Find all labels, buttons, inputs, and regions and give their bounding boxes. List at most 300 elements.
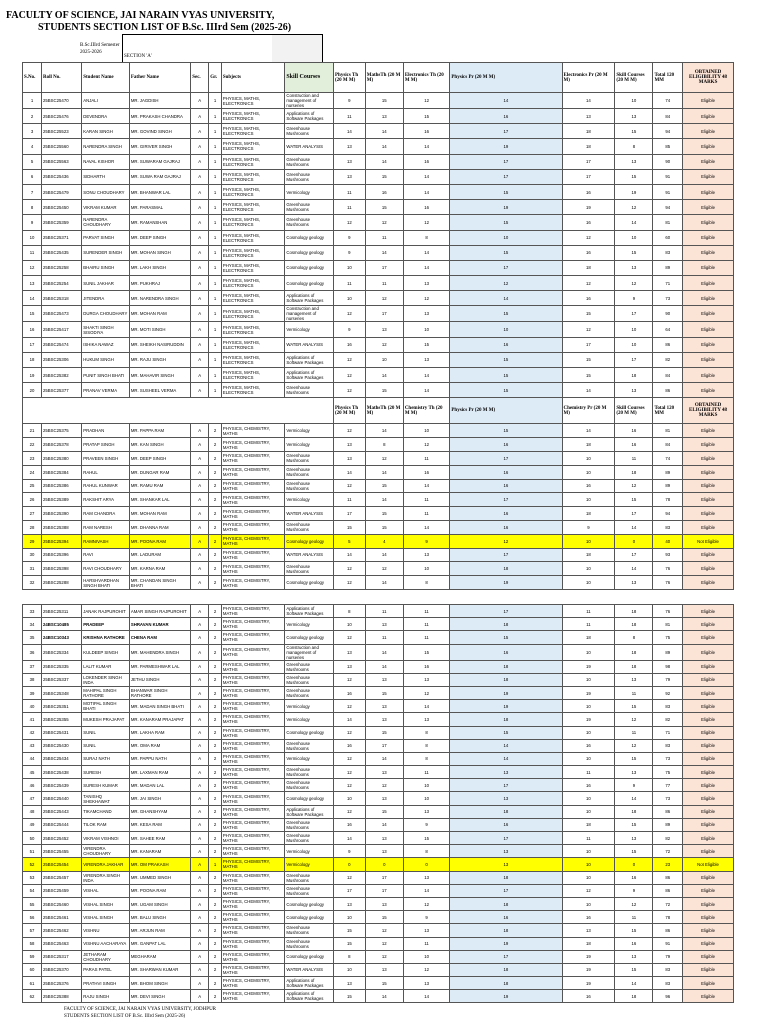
physics-pr-cell: 19 [450,139,562,154]
father-name-cell: MR. SUSHEEL VERMA [129,383,190,398]
roll-cell: 25BSC25523 [42,124,82,139]
father-name-cell: MR. PARMESHWAR LAL [129,660,190,673]
total-cell: 40 [653,534,683,548]
col-total: Total 120 MM [653,63,683,93]
roll-cell: 24BSC10485 [42,618,82,631]
physics-th-cell: 12 [334,368,366,383]
physics-pr-cell: 17 [450,884,562,897]
group-cell: 2 [209,950,222,963]
skill-marks-cell: 13 [615,154,653,169]
third-pr-cell: 11 [562,766,615,779]
roll-cell: 25BSC25386 [42,479,82,493]
total-cell: 73 [653,792,683,805]
col-phys-pr: Physics Pr (20 M M) [450,63,562,93]
third-pr-cell: 18 [562,139,615,154]
roll-cell: 25BSC25396 [42,548,82,562]
third-pr-cell: 11 [562,605,615,618]
total-cell: 79 [653,950,683,963]
maths-th-cell: 15 [365,200,403,215]
roll-cell: 25BSC25311 [42,605,82,618]
third-pr-cell: 16 [562,911,615,924]
total-cell: 82 [653,352,683,367]
student-name-cell: PRATAP SINGH [82,438,130,452]
skill-marks-cell: 13 [615,383,653,398]
student-name-cell: RAJU SINGH [82,990,130,1003]
maths-th-cell: 15 [365,686,403,699]
skill-marks-cell: 8 [615,631,653,644]
group-cell: 2 [209,700,222,713]
maths-th-cell: 17 [365,871,403,884]
group-cell: 2 [209,424,222,438]
subjects-cell: PHYSICS, CHEMISTRY, MATHS [221,779,284,792]
sec-cell: A [191,618,209,631]
total-cell: 86 [653,924,683,937]
physics-pr-cell: 10 [450,322,562,337]
student-name-cell: SONU CHOUDHARY [82,184,130,199]
table-row [23,548,734,562]
skill-marks-cell: 18 [615,368,653,383]
subjects-cell: PHYSICS, CHEMISTRY, MATHS [221,990,284,1003]
col-elec-th: Electronics Th (20 M M) [403,63,450,93]
subjects-cell: PHYSICS, CHEMISTRY, MATHS [221,950,284,963]
third-th-cell: 11 [403,451,450,465]
table-row [23,700,734,713]
maths-th-cell: 17 [365,884,403,897]
sno-cell: 24 [23,465,42,479]
maths-th-cell: 15 [365,507,403,521]
maths-th-cell: 12 [365,337,403,352]
roll-cell: 25BSC25439 [42,779,82,792]
roll-cell: 25BSC25473 [42,306,82,322]
roll-cell: 25BSC25389 [42,493,82,507]
subjects-cell: PHYSICS, CHEMISTRY, MATHS [221,845,284,858]
father-name-cell: MR. PAPPU NATH [129,752,190,765]
third-pr-cell: 18 [562,438,615,452]
physics-th-cell: 14 [334,713,366,726]
physics-th-cell: 11 [334,109,366,124]
col-student: Student Name [82,63,130,93]
col2-skill-courses: Skill Courses (20 M M) [615,398,653,424]
physics-pr-cell: 18 [450,713,562,726]
skill-course-cell: WATER ANALYSIS [285,963,334,976]
maths-th-cell: 14 [365,818,403,831]
subjects-cell: PHYSICS, CHEMISTRY, MATHS [221,937,284,950]
student-name-cell: HUKUM SINGH [82,352,130,367]
sec-cell: A [191,700,209,713]
sec-cell: A [191,479,209,493]
group-cell: 2 [209,631,222,644]
father-name-cell: MR. POONA RAM [129,534,190,548]
table-row [23,507,734,521]
skill-marks-cell: 9 [615,291,653,306]
maths-th-cell: 12 [365,924,403,937]
physics-th-cell: 15 [334,924,366,937]
student-name-cell: RAHUL KUNWAR [82,479,130,493]
sec-cell: A [191,884,209,897]
physics-pr-cell: 19 [450,700,562,713]
sno-cell: 28 [23,520,42,534]
skill-course-cell: Greenhouse Mushrooms [285,465,334,479]
table-row [23,911,734,924]
table-row [23,752,734,765]
subjects-cell: PHYSICS, MATHS, ELECTRONICS [221,200,284,215]
sno-cell: 31 [23,562,42,576]
sec-cell: A [191,424,209,438]
skill-course-cell: Cosmology geology [285,260,334,275]
sec-cell: A [191,124,209,139]
total-cell: 89 [653,465,683,479]
father-name-cell: MR. LAKH SINGH [129,260,190,275]
physics-th-cell: 10 [334,792,366,805]
eligibility-cell: Eligible [683,337,734,352]
student-name-cell: SUNIL [82,726,130,739]
roll-cell: 25BSC25434 [42,752,82,765]
group-cell: 2 [209,977,222,990]
third-pr-cell: 10 [562,644,615,660]
maths-th-cell: 13 [365,832,403,845]
physics-th-cell: 16 [334,739,366,752]
sno-cell: 55 [23,897,42,910]
col-skill: Skill Courses [285,63,334,93]
sno-cell: 40 [23,700,42,713]
table-row [23,897,734,910]
father-name-cell: MR. PRAKASH CHANDRA [129,109,190,124]
third-th-cell: 12 [403,897,450,910]
sno-cell: 47 [23,792,42,805]
third-th-cell: 9 [403,911,450,924]
table-row [23,845,734,858]
physics-pr-cell: 16 [450,337,562,352]
skill-course-cell: Vermicology [285,438,334,452]
total-cell: 82 [653,713,683,726]
third-pr-cell: 10 [562,576,615,590]
third-th-cell: 10 [403,792,450,805]
total-cell: 74 [653,93,683,109]
subjects-cell: PHYSICS, MATHS, ELECTRONICS [221,245,284,260]
table-row [23,245,734,260]
eligibility-cell: Not Eligible [683,858,734,871]
subjects-cell: PHYSICS, CHEMISTRY, MATHS [221,766,284,779]
father-name-cell: AMAR SINGH RAJPUROHIT [129,605,190,618]
sec-cell: A [191,493,209,507]
total-cell: 89 [653,644,683,660]
physics-th-cell: 10 [334,260,366,275]
skill-marks-cell: 10 [615,93,653,109]
sec-cell: A [191,276,209,291]
table-row [23,230,734,245]
skill-marks-cell: 15 [615,845,653,858]
sec-cell: A [191,230,209,245]
student-name-cell: VISHAL SINGH [82,897,130,910]
eligibility-cell: Eligible [683,306,734,322]
skill-marks-cell: 18 [615,660,653,673]
physics-pr-cell: 16 [450,644,562,660]
table-row [23,438,734,452]
maths-th-cell: 12 [365,562,403,576]
roll-cell: 25BSC25450 [42,200,82,215]
father-name-cell: MR. MADAN LAL [129,779,190,792]
eligibility-cell: Eligible [683,576,734,590]
physics-pr-cell: 17 [450,451,562,465]
physics-pr-cell: 19 [450,200,562,215]
third-th-cell: 13 [403,713,450,726]
skill-marks-cell: 17 [615,548,653,562]
total-cell: 86 [653,871,683,884]
footer-line-2: STUDENTS SECTION LIST OF B.Sc. IIIrd Sem (2025-26) [64,1014,186,1019]
table-row [23,306,734,322]
subjects-cell: PHYSICS, CHEMISTRY, MATHS [221,726,284,739]
skill-course-cell: Cosmology geology [285,230,334,245]
physics-pr-cell: 17 [450,260,562,275]
father-name-cell: MR. MAHENDRA SINGH [129,644,190,660]
sec-cell: A [191,924,209,937]
subjects-cell: PHYSICS, MATHS, ELECTRONICS [221,215,284,230]
third-th-cell: 9 [403,534,450,548]
skill-marks-cell: 16 [615,424,653,438]
roll-cell: 25BSC25470 [42,93,82,109]
physics-th-cell: 12 [334,673,366,686]
third-pr-cell: 18 [562,260,615,275]
third-th-cell: 13 [403,805,450,818]
third-th-cell: 16 [403,465,450,479]
third-pr-cell: 16 [562,215,615,230]
sec-cell: A [191,139,209,154]
student-name-cell: VIKRAM KUMAR [82,200,130,215]
student-name-cell: HARSHVARDHAN SINGH BHATI [82,576,130,590]
total-cell: 83 [653,520,683,534]
table-row [23,990,734,1003]
skill-marks-cell: 14 [615,215,653,230]
table-row [23,184,734,199]
subjects-cell: PHYSICS, CHEMISTRY, MATHS [221,924,284,937]
sno-cell: 59 [23,950,42,963]
third-th-cell: 8 [403,845,450,858]
table-row [23,631,734,644]
skill-marks-cell: 12 [615,479,653,493]
student-name-cell: PRAVEEN SINGH [82,451,130,465]
total-cell: 90 [653,306,683,322]
student-name-cell: BHAIRU SINGH [82,260,130,275]
third-th-cell: 13 [403,673,450,686]
sec-cell: A [191,792,209,805]
skill-course-cell: Greenhouse Mushrooms [285,937,334,950]
sec-cell: A [191,109,209,124]
group-cell: 2 [209,726,222,739]
eligibility-cell: Eligible [683,260,734,275]
roll-cell: 25BSC25417 [42,322,82,337]
maths-th-cell: 11 [365,276,403,291]
student-name-cell: VIRENDRA JAKHAR [82,858,130,871]
third-th-cell: 11 [403,507,450,521]
third-pr-cell: 15 [562,368,615,383]
subjects-cell: PHYSICS, MATHS, ELECTRONICS [221,184,284,199]
physics-th-cell: 5 [334,534,366,548]
subjects-cell: PHYSICS, CHEMISTRY, MATHS [221,534,284,548]
maths-th-cell: 13 [365,713,403,726]
roll-cell: 25BSC25388 [42,520,82,534]
physics-th-cell: 14 [334,548,366,562]
table-row [23,818,734,831]
skill-course-cell: Greenhouse Mushrooms [285,686,334,699]
skill-course-cell: Vermicology [285,322,334,337]
third-pr-cell: 10 [562,673,615,686]
sec-cell: A [191,631,209,644]
skill-course-cell: Vermicology [285,752,334,765]
skill-marks-cell: 19 [615,184,653,199]
skill-marks-cell: 12 [615,276,653,291]
total-cell: 86 [653,884,683,897]
third-th-cell: 16 [403,200,450,215]
group-cell: 2 [209,673,222,686]
eligibility-cell: Eligible [683,686,734,699]
eligibility-cell: Eligible [683,792,734,805]
physics-pr-cell: 17 [450,493,562,507]
group-cell: 2 [209,713,222,726]
student-name-cell: LALIT KUMAR [82,660,130,673]
sno-cell: 1 [23,93,42,109]
third-th-cell: 14 [403,990,450,1003]
third-th-cell: 10 [403,950,450,963]
third-th-cell: 14 [403,383,450,398]
father-name-cell: MR. KESA RAM [129,818,190,831]
total-cell: 83 [653,245,683,260]
total-cell: 71 [653,726,683,739]
physics-pr-cell: 15 [450,184,562,199]
physics-th-cell: 13 [334,644,366,660]
third-pr-cell: 10 [562,700,615,713]
group-cell: 2 [209,963,222,976]
student-table-part1 [22,62,734,590]
group-cell: 2 [209,660,222,673]
physics-th-cell: 12 [334,805,366,818]
maths-th-cell: 13 [365,700,403,713]
third-pr-cell: 18 [562,507,615,521]
skill-course-cell: Cosmology geology [285,950,334,963]
father-name-cell: MR. CHANDAN SINGH BHATI [129,576,190,590]
third-pr-cell: 18 [562,937,615,950]
skill-marks-cell: 13 [615,673,653,686]
skill-course-cell: Cosmology geology [285,792,334,805]
physics-pr-cell: 16 [450,479,562,493]
group-cell: 1 [209,109,222,124]
header-box-shaded [272,34,323,63]
sno-cell: 52 [23,858,42,871]
father-name-cell: MR. UGAM SINGH [129,897,190,910]
maths-th-cell: 12 [365,779,403,792]
physics-pr-cell: 15 [450,631,562,644]
physics-pr-cell: 17 [450,124,562,139]
student-name-cell: JANAK RAJPUROHIT [82,605,130,618]
table-row [23,713,734,726]
sno-cell: 51 [23,845,42,858]
sec-cell: A [191,871,209,884]
group-cell: 1 [209,139,222,154]
father-name-cell: MR. SHARWAN KUMAR [129,963,190,976]
eligibility-cell: Eligible [683,124,734,139]
student-name-cell: RAVI CHOUDHARY [82,562,130,576]
physics-pr-cell: 16 [450,520,562,534]
roll-cell: 25BSC25376 [42,977,82,990]
physics-th-cell: 13 [334,977,366,990]
physics-th-cell: 12 [334,562,366,576]
third-th-cell: 12 [403,215,450,230]
third-th-cell: 11 [403,937,450,950]
group-cell: 2 [209,507,222,521]
physics-pr-cell: 14 [450,739,562,752]
roll-cell: 25BSC25444 [42,818,82,831]
total-cell: 85 [653,139,683,154]
roll-cell: 25BSC25430 [42,739,82,752]
father-name-cell: MR. KARNA RAM [129,562,190,576]
roll-cell: 25BSC25431 [42,726,82,739]
col2-chem-th: Chemistry Th (20 M M) [403,398,450,424]
skill-marks-cell: 13 [615,950,653,963]
total-cell: 72 [653,845,683,858]
skill-course-cell: WATER ANALYSIS [285,548,334,562]
physics-th-cell: 12 [334,306,366,322]
skill-course-cell: Cosmology geology [285,726,334,739]
student-name-cell: MAHIPAL SINGH RATHORE [82,686,130,699]
roll-cell: 25BSC25460 [42,897,82,910]
subjects-cell: PHYSICS, MATHS, ELECTRONICS [221,139,284,154]
table-row [23,200,734,215]
father-name-cell: MR. BHANWAR LAL [129,184,190,199]
table-row [23,169,734,184]
third-pr-cell: 18 [562,631,615,644]
maths-th-cell: 12 [365,451,403,465]
subheader-row [23,398,734,424]
skill-course-cell: Vermicology [285,184,334,199]
maths-th-cell: 13 [365,963,403,976]
third-th-cell: 16 [403,124,450,139]
table-row [23,673,734,686]
subjects-cell: PHYSICS, CHEMISTRY, MATHS [221,686,284,699]
father-name-cell: MR. NARENDRA SINGH [129,291,190,306]
student-name-cell: JETHARAM CHOUDHARY [82,950,130,963]
total-cell: 71 [653,276,683,291]
third-pr-cell: 16 [562,990,615,1003]
physics-pr-cell: 17 [450,605,562,618]
sno-cell: 57 [23,924,42,937]
third-pr-cell: 19 [562,977,615,990]
table-row [23,766,734,779]
father-name-cell: MR. MOHAN RAM [129,306,190,322]
father-name-cell: MR. SAHEE RAM [129,832,190,845]
table-row [23,520,734,534]
sno-cell: 39 [23,686,42,699]
roll-cell: 25BSC25455 [42,845,82,858]
eligibility-cell: Eligible [683,548,734,562]
sno-cell: 29 [23,534,42,548]
maths-th-cell: 15 [365,911,403,924]
third-pr-cell: 10 [562,726,615,739]
third-th-cell: 13 [403,977,450,990]
maths-th-cell: 12 [365,937,403,950]
physics-pr-cell: 17 [450,832,562,845]
student-name-cell: RAVI [82,548,130,562]
skill-course-cell: Greenhouse Mushrooms [285,479,334,493]
third-th-cell: 10 [403,322,450,337]
physics-th-cell: 9 [334,93,366,109]
skill-marks-cell: 14 [615,520,653,534]
roll-cell: 25BSC25398 [42,562,82,576]
table-row [23,479,734,493]
third-th-cell: 15 [403,832,450,845]
third-pr-cell: 16 [562,779,615,792]
sno-cell: 34 [23,618,42,631]
third-pr-cell: 12 [562,276,615,291]
maths-th-cell: 17 [365,739,403,752]
